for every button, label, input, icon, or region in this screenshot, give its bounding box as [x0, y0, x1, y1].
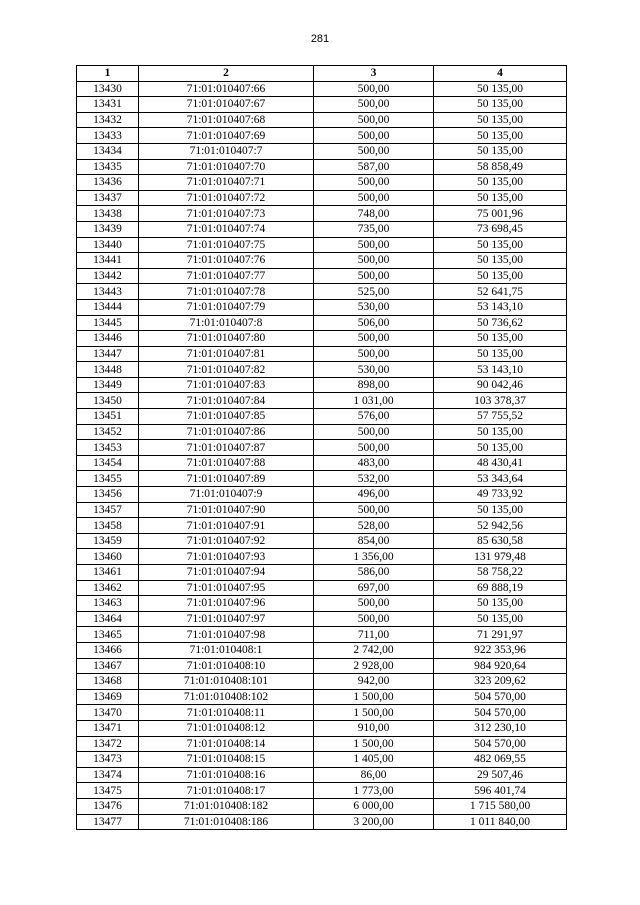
table-row — [77, 331, 567, 347]
table-cell: 922 353,96 — [434, 642, 567, 658]
table-cell: 1 011 840,00 — [434, 814, 567, 830]
table-row — [77, 487, 567, 503]
data-table — [76, 65, 567, 830]
table-cell: 13475 — [77, 783, 139, 799]
table-cell: 13466 — [77, 642, 139, 658]
table-body — [77, 81, 567, 830]
table-cell: 13476 — [77, 798, 139, 814]
table-cell: 50 135,00 — [434, 190, 567, 206]
table-cell: 71 291,97 — [434, 627, 567, 643]
table-cell: 13449 — [77, 377, 139, 393]
table-cell: 13457 — [77, 502, 139, 518]
table-cell: 500,00 — [314, 175, 434, 191]
table-cell: 71:01:010407:84 — [139, 393, 314, 409]
table-cell: 71:01:010407:96 — [139, 596, 314, 612]
table-cell: 71:01:010407:76 — [139, 253, 314, 269]
table-cell: 13455 — [77, 471, 139, 487]
table-cell: 71:01:010408:16 — [139, 767, 314, 783]
table-cell: 13465 — [77, 627, 139, 643]
table-cell: 71:01:010407:94 — [139, 565, 314, 581]
table-cell: 71:01:010408:186 — [139, 814, 314, 830]
table-row — [77, 440, 567, 456]
table-row — [77, 642, 567, 658]
table-cell: 90 042,46 — [434, 377, 567, 393]
column-header: 4 — [434, 66, 567, 82]
table-cell: 2 928,00 — [314, 658, 434, 674]
table-cell: 530,00 — [314, 299, 434, 315]
table-cell: 50 135,00 — [434, 346, 567, 362]
table-row — [77, 159, 567, 175]
column-header: 2 — [139, 66, 314, 82]
table-row — [77, 346, 567, 362]
table-cell: 71:01:010407:75 — [139, 237, 314, 253]
table-cell: 735,00 — [314, 221, 434, 237]
table-cell: 711,00 — [314, 627, 434, 643]
table-cell: 71:01:010408:102 — [139, 689, 314, 705]
table-cell: 13431 — [77, 97, 139, 113]
table-cell: 13454 — [77, 455, 139, 471]
table-cell: 75 001,96 — [434, 206, 567, 222]
table-cell: 13474 — [77, 767, 139, 783]
table-row — [77, 315, 567, 331]
table-cell: 13452 — [77, 424, 139, 440]
table-cell: 13460 — [77, 549, 139, 565]
table-row — [77, 580, 567, 596]
table-cell: 50 135,00 — [434, 502, 567, 518]
table-cell: 13440 — [77, 237, 139, 253]
table-cell: 1 715 580,00 — [434, 798, 567, 814]
table-cell: 50 135,00 — [434, 253, 567, 269]
table-cell: 13451 — [77, 409, 139, 425]
table-cell: 898,00 — [314, 377, 434, 393]
table-cell: 500,00 — [314, 611, 434, 627]
table-cell: 525,00 — [314, 284, 434, 300]
table-cell: 500,00 — [314, 253, 434, 269]
table-cell: 71:01:010408:14 — [139, 736, 314, 752]
table-cell: 71:01:010407:98 — [139, 627, 314, 643]
table-cell: 1 500,00 — [314, 736, 434, 752]
table-cell: 13467 — [77, 658, 139, 674]
table-cell: 71:01:010407:9 — [139, 487, 314, 503]
table-row — [77, 674, 567, 690]
table-cell: 71:01:010407:66 — [139, 81, 314, 97]
table-row — [77, 627, 567, 643]
table-row — [77, 409, 567, 425]
table-cell: 71:01:010407:68 — [139, 112, 314, 128]
table-cell: 57 755,52 — [434, 409, 567, 425]
table-cell: 71:01:010407:70 — [139, 159, 314, 175]
table-cell: 71:01:010408:17 — [139, 783, 314, 799]
table-cell: 596 401,74 — [434, 783, 567, 799]
table-cell: 13472 — [77, 736, 139, 752]
table-cell: 53 343,64 — [434, 471, 567, 487]
table-cell: 910,00 — [314, 720, 434, 736]
table-cell: 71:01:010408:182 — [139, 798, 314, 814]
table-cell: 71:01:010407:95 — [139, 580, 314, 596]
table-cell: 71:01:010408:11 — [139, 705, 314, 721]
table-cell: 984 920,64 — [434, 658, 567, 674]
table-cell: 53 143,10 — [434, 362, 567, 378]
table-cell: 50 135,00 — [434, 596, 567, 612]
table-cell: 71:01:010407:74 — [139, 221, 314, 237]
table-cell: 71:01:010407:77 — [139, 268, 314, 284]
table-cell: 58 758,22 — [434, 565, 567, 581]
table-cell: 131 979,48 — [434, 549, 567, 565]
table-cell: 29 507,46 — [434, 767, 567, 783]
table-cell: 500,00 — [314, 190, 434, 206]
table-cell: 528,00 — [314, 518, 434, 534]
table-cell: 1 356,00 — [314, 549, 434, 565]
table-cell: 71:01:010407:83 — [139, 377, 314, 393]
table-row — [77, 237, 567, 253]
table-cell: 71:01:010407:85 — [139, 409, 314, 425]
table-cell: 500,00 — [314, 112, 434, 128]
table-cell: 504 570,00 — [434, 736, 567, 752]
table-cell: 13473 — [77, 752, 139, 768]
table-cell: 13435 — [77, 159, 139, 175]
table-cell: 13441 — [77, 253, 139, 269]
table-row — [77, 565, 567, 581]
table-row — [77, 175, 567, 191]
table-cell: 50 135,00 — [434, 237, 567, 253]
table-cell: 86,00 — [314, 767, 434, 783]
table-cell: 71:01:010407:80 — [139, 331, 314, 347]
table-row — [77, 611, 567, 627]
table-cell: 500,00 — [314, 424, 434, 440]
table-cell: 71:01:010407:86 — [139, 424, 314, 440]
table-cell: 13458 — [77, 518, 139, 534]
table-cell: 13430 — [77, 81, 139, 97]
table-cell: 530,00 — [314, 362, 434, 378]
table-cell: 71:01:010408:101 — [139, 674, 314, 690]
table-cell: 71:01:010407:88 — [139, 455, 314, 471]
table-cell: 2 742,00 — [314, 642, 434, 658]
table-row — [77, 377, 567, 393]
table-row — [77, 221, 567, 237]
table-row — [77, 471, 567, 487]
table-cell: 58 858,49 — [434, 159, 567, 175]
table-cell: 13461 — [77, 565, 139, 581]
table-cell: 697,00 — [314, 580, 434, 596]
table-cell: 50 736,62 — [434, 315, 567, 331]
table-cell: 748,00 — [314, 206, 434, 222]
table-cell: 500,00 — [314, 128, 434, 144]
table-cell: 71:01:010407:82 — [139, 362, 314, 378]
table-cell: 586,00 — [314, 565, 434, 581]
table-cell: 504 570,00 — [434, 705, 567, 721]
table-row — [77, 268, 567, 284]
table-cell: 13470 — [77, 705, 139, 721]
table-cell: 52 942,56 — [434, 518, 567, 534]
table-row — [77, 752, 567, 768]
table-cell: 13432 — [77, 112, 139, 128]
table-cell: 71:01:010408:15 — [139, 752, 314, 768]
table-cell: 13442 — [77, 268, 139, 284]
table-cell: 13450 — [77, 393, 139, 409]
table-row — [77, 424, 567, 440]
table-cell: 13437 — [77, 190, 139, 206]
table-cell: 52 641,75 — [434, 284, 567, 300]
column-header: 3 — [314, 66, 434, 82]
table-cell: 71:01:010407:81 — [139, 346, 314, 362]
table-cell: 71:01:010407:72 — [139, 190, 314, 206]
table-cell: 13447 — [77, 346, 139, 362]
table-cell: 312 230,10 — [434, 720, 567, 736]
table-cell: 1 500,00 — [314, 689, 434, 705]
table-cell: 71:01:010407:93 — [139, 549, 314, 565]
table-row — [77, 206, 567, 222]
table-row — [77, 533, 567, 549]
table-row — [77, 798, 567, 814]
table-cell: 71:01:010407:90 — [139, 502, 314, 518]
table-cell: 13444 — [77, 299, 139, 315]
table-cell: 50 135,00 — [434, 424, 567, 440]
table-cell: 13446 — [77, 331, 139, 347]
table-cell: 500,00 — [314, 502, 434, 518]
table-cell: 50 135,00 — [434, 268, 567, 284]
table-cell: 71:01:010407:67 — [139, 97, 314, 113]
table-cell: 71:01:010408:1 — [139, 642, 314, 658]
table-cell: 49 733,92 — [434, 487, 567, 503]
table-row — [77, 549, 567, 565]
table-row — [77, 720, 567, 736]
table-cell: 71:01:010408:12 — [139, 720, 314, 736]
table-cell: 103 378,37 — [434, 393, 567, 409]
table-cell: 53 143,10 — [434, 299, 567, 315]
table-row — [77, 253, 567, 269]
table-cell: 13462 — [77, 580, 139, 596]
table-row — [77, 689, 567, 705]
table-row — [77, 112, 567, 128]
table-cell: 496,00 — [314, 487, 434, 503]
table-cell: 69 888,19 — [434, 580, 567, 596]
table-cell: 587,00 — [314, 159, 434, 175]
table-cell: 3 200,00 — [314, 814, 434, 830]
table-cell: 50 135,00 — [434, 143, 567, 159]
table-cell: 71:01:010407:69 — [139, 128, 314, 144]
table-cell: 500,00 — [314, 596, 434, 612]
table-cell: 500,00 — [314, 331, 434, 347]
table-cell: 323 209,62 — [434, 674, 567, 690]
table-cell: 13438 — [77, 206, 139, 222]
table-cell: 500,00 — [314, 81, 434, 97]
table-row — [77, 736, 567, 752]
table-cell: 1 031,00 — [314, 393, 434, 409]
table-cell: 13477 — [77, 814, 139, 830]
table-cell: 500,00 — [314, 440, 434, 456]
table-cell: 13443 — [77, 284, 139, 300]
table-cell: 500,00 — [314, 346, 434, 362]
table-row — [77, 455, 567, 471]
table-cell: 942,00 — [314, 674, 434, 690]
table-cell: 71:01:010407:7 — [139, 143, 314, 159]
table-cell: 13453 — [77, 440, 139, 456]
table-cell: 50 135,00 — [434, 81, 567, 97]
table-row — [77, 97, 567, 113]
table-cell: 13456 — [77, 487, 139, 503]
table-cell: 500,00 — [314, 237, 434, 253]
table-cell: 71:01:010407:91 — [139, 518, 314, 534]
table-cell: 13434 — [77, 143, 139, 159]
table-cell: 13468 — [77, 674, 139, 690]
table-cell: 13463 — [77, 596, 139, 612]
table-cell: 48 430,41 — [434, 455, 567, 471]
table-cell: 50 135,00 — [434, 128, 567, 144]
table-row — [77, 596, 567, 612]
table-row — [77, 783, 567, 799]
table-cell: 13433 — [77, 128, 139, 144]
table-row — [77, 658, 567, 674]
table-cell: 13445 — [77, 315, 139, 331]
table-row — [77, 362, 567, 378]
table-cell: 504 570,00 — [434, 689, 567, 705]
table-row — [77, 518, 567, 534]
table-cell: 71:01:010407:71 — [139, 175, 314, 191]
table-cell: 6 000,00 — [314, 798, 434, 814]
table-cell: 71:01:010407:73 — [139, 206, 314, 222]
table-cell: 13436 — [77, 175, 139, 191]
table-cell: 50 135,00 — [434, 331, 567, 347]
table-row — [77, 502, 567, 518]
table-cell: 13439 — [77, 221, 139, 237]
table-row — [77, 299, 567, 315]
table-row — [77, 767, 567, 783]
table-cell: 13448 — [77, 362, 139, 378]
table-cell: 483,00 — [314, 455, 434, 471]
table-header-row — [77, 66, 567, 82]
column-header: 1 — [77, 66, 139, 82]
table-row — [77, 284, 567, 300]
table-cell: 71:01:010408:10 — [139, 658, 314, 674]
table-cell: 50 135,00 — [434, 97, 567, 113]
table-cell: 13471 — [77, 720, 139, 736]
table-cell: 13459 — [77, 533, 139, 549]
table-row — [77, 81, 567, 97]
table-row — [77, 705, 567, 721]
table-cell: 13469 — [77, 689, 139, 705]
table-cell: 50 135,00 — [434, 440, 567, 456]
table-cell: 500,00 — [314, 143, 434, 159]
table-cell: 500,00 — [314, 268, 434, 284]
table-cell: 1 773,00 — [314, 783, 434, 799]
table-cell: 85 630,58 — [434, 533, 567, 549]
table-cell: 506,00 — [314, 315, 434, 331]
table-cell: 576,00 — [314, 409, 434, 425]
table-row — [77, 814, 567, 830]
table-cell: 854,00 — [314, 533, 434, 549]
table-row — [77, 393, 567, 409]
table-row — [77, 143, 567, 159]
table-cell: 71:01:010407:92 — [139, 533, 314, 549]
table-cell: 50 135,00 — [434, 611, 567, 627]
table-cell: 71:01:010407:78 — [139, 284, 314, 300]
table-cell: 532,00 — [314, 471, 434, 487]
table-row — [77, 128, 567, 144]
table-cell: 50 135,00 — [434, 112, 567, 128]
table-cell: 71:01:010407:89 — [139, 471, 314, 487]
page-number: 281 — [310, 33, 330, 45]
table-cell: 50 135,00 — [434, 175, 567, 191]
table-cell: 482 069,55 — [434, 752, 567, 768]
table-cell: 500,00 — [314, 97, 434, 113]
table-cell: 13464 — [77, 611, 139, 627]
table-cell: 1 500,00 — [314, 705, 434, 721]
table-cell: 71:01:010407:97 — [139, 611, 314, 627]
table-cell: 71:01:010407:79 — [139, 299, 314, 315]
table-cell: 1 405,00 — [314, 752, 434, 768]
table-row — [77, 190, 567, 206]
table-cell: 71:01:010407:87 — [139, 440, 314, 456]
table-cell: 71:01:010407:8 — [139, 315, 314, 331]
table-cell: 73 698,45 — [434, 221, 567, 237]
